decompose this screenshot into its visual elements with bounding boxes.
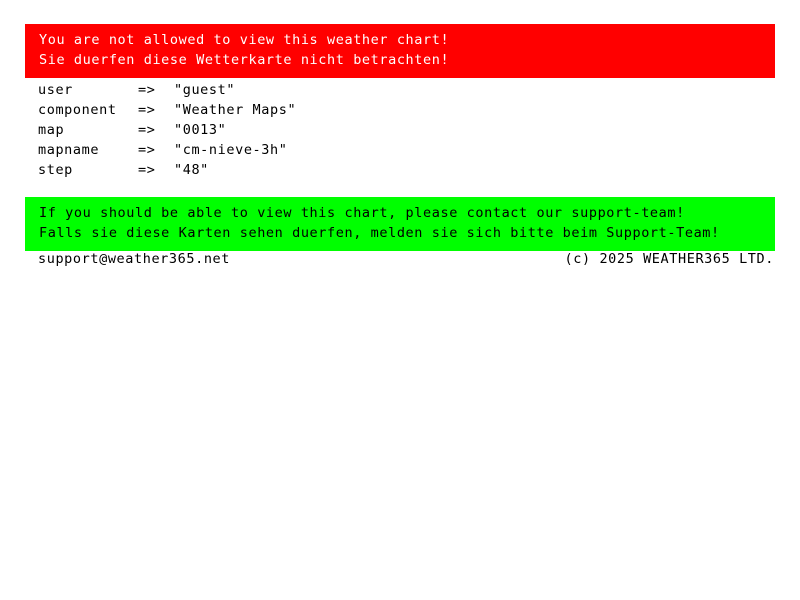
param-value: "0013"	[174, 122, 227, 138]
info-banner	[25, 197, 775, 251]
error-banner-line-de: Sie duerfen diese Wetterkarte nicht betrachten!	[39, 52, 450, 68]
param-arrow: =>	[138, 142, 156, 158]
param-key: component	[38, 102, 117, 118]
param-arrow: =>	[138, 82, 156, 98]
table-row	[38, 160, 778, 180]
info-banner-line-de: Falls sie diese Karten sehen duerfen, melden sie sich bitte beim Support-Team!	[39, 225, 720, 241]
footer	[38, 249, 774, 269]
table-row	[38, 120, 778, 140]
param-key: mapname	[38, 142, 100, 158]
param-arrow: =>	[138, 102, 156, 118]
error-banner	[25, 24, 775, 78]
param-key: step	[38, 162, 73, 178]
table-row	[38, 80, 778, 100]
error-banner-line-en: You are not allowed to view this weather chart!	[39, 32, 450, 48]
support-email-link[interactable]: support@weather365.net	[38, 251, 231, 267]
param-value: "guest"	[174, 82, 236, 98]
table-row	[38, 100, 778, 120]
param-arrow: =>	[138, 122, 156, 138]
param-value: "48"	[174, 162, 209, 178]
copyright-notice: (c) 2025 WEATHER365 LTD.	[564, 251, 774, 267]
info-banner-line-en: If you should be able to view this chart, please contact our support-team!	[39, 205, 685, 221]
param-value: "Weather Maps"	[174, 102, 297, 118]
param-arrow: =>	[138, 162, 156, 178]
table-row	[38, 140, 778, 160]
param-value: "cm-nieve-3h"	[174, 142, 288, 158]
param-key: user	[38, 82, 73, 98]
request-parameters	[38, 80, 778, 180]
param-key: map	[38, 122, 65, 138]
